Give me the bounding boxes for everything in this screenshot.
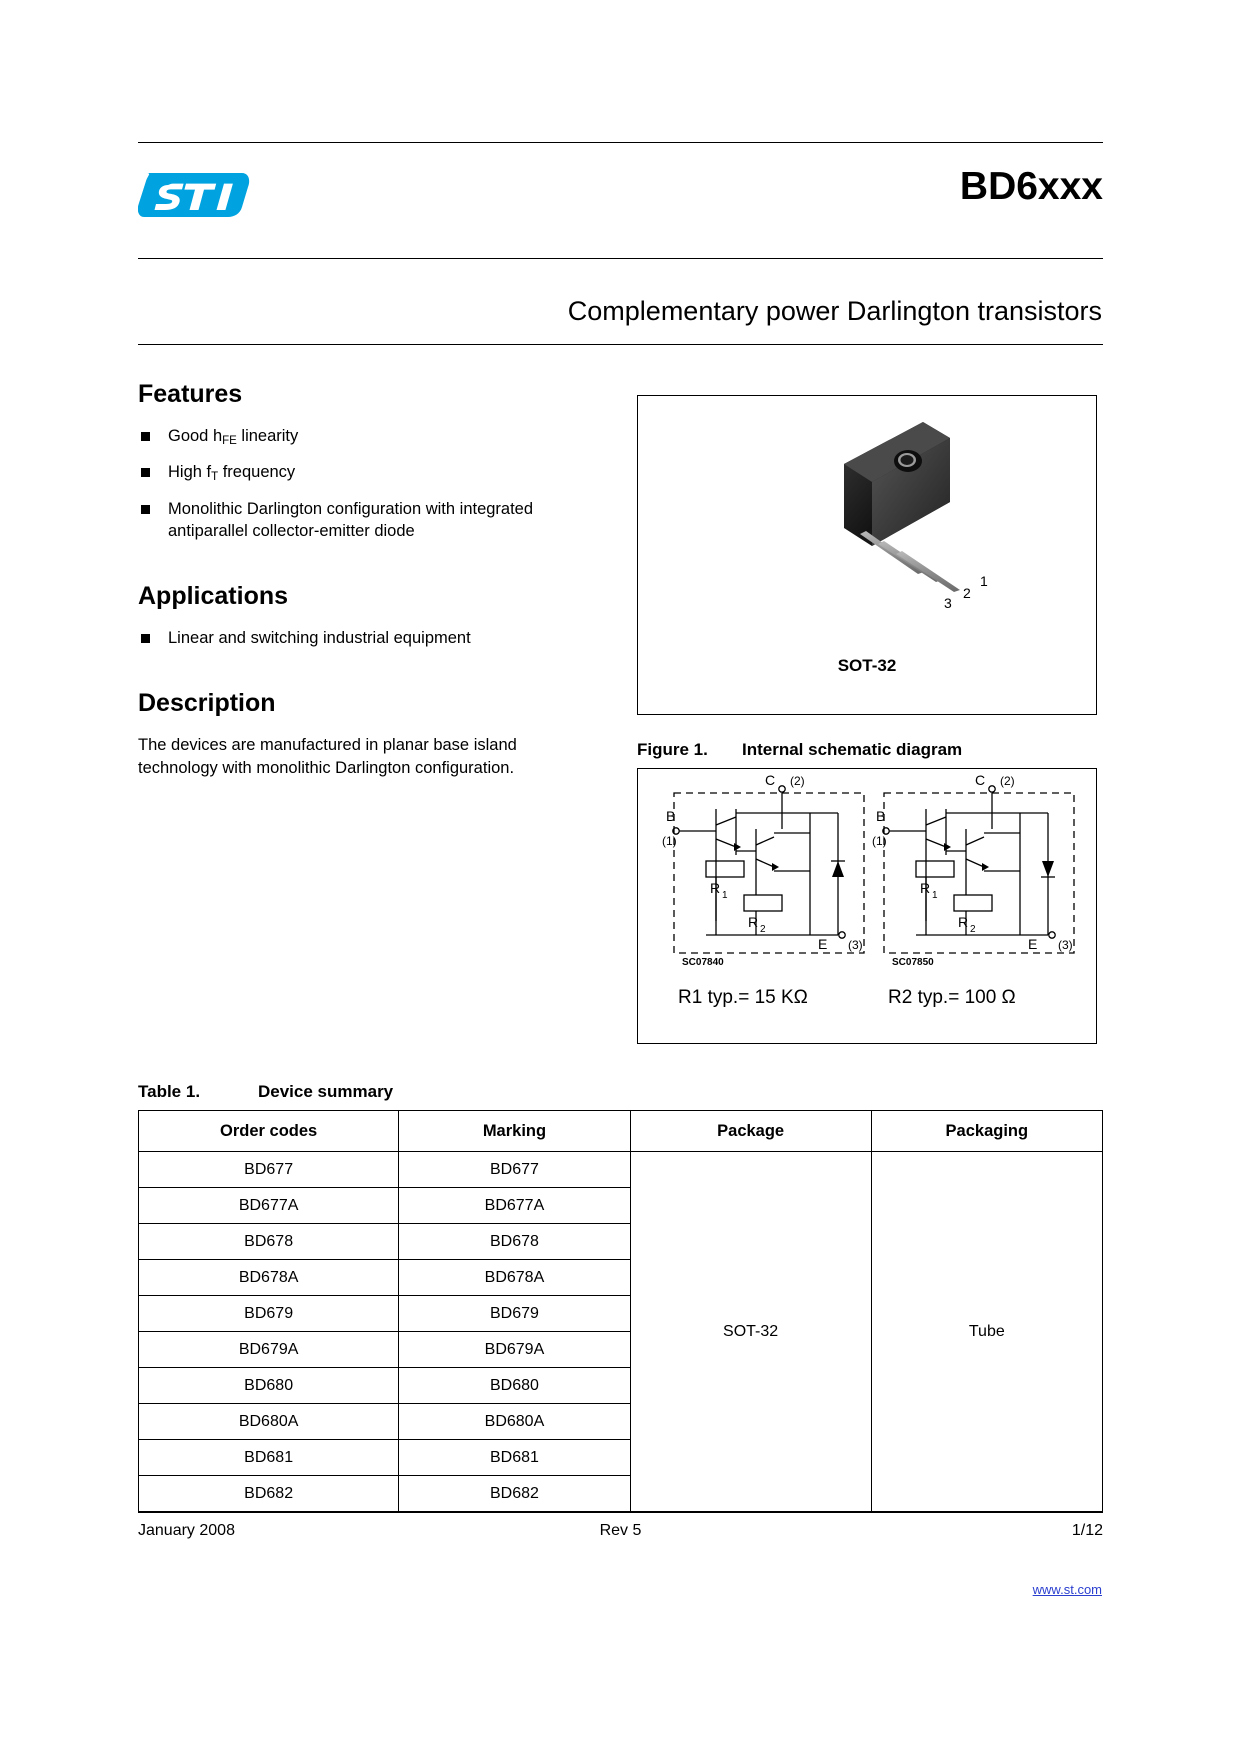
header-divider <box>138 258 1103 259</box>
cell-order-code: BD679A <box>139 1332 399 1368</box>
cell-marking: BD678 <box>399 1224 630 1260</box>
svg-text:E: E <box>818 936 828 952</box>
svg-text:2: 2 <box>760 924 766 935</box>
svg-text:R: R <box>958 914 969 930</box>
list-item <box>138 498 578 543</box>
svg-text:(3): (3) <box>848 938 863 952</box>
svg-text:R: R <box>748 914 759 930</box>
figure1-label: Figure 1. <box>637 740 708 759</box>
cell-order-code: BD679 <box>139 1296 399 1332</box>
feature-text-pre: High f <box>168 463 212 482</box>
page-header <box>138 142 1103 250</box>
svg-text:(2): (2) <box>790 774 805 788</box>
cell-marking: BD679A <box>399 1332 630 1368</box>
svg-text:1: 1 <box>980 573 988 589</box>
svg-text:B: B <box>666 808 676 824</box>
features-list <box>138 425 578 542</box>
page-title: BD6xxx <box>959 165 1103 208</box>
feature-text-pre: Monolithic Darlington configuration with integrated antiparallel collector-emitter diode <box>168 499 534 540</box>
feature-text-post: linearity <box>236 427 299 445</box>
svg-text:(1): (1) <box>662 834 677 848</box>
cell-order-code: BD680 <box>139 1368 399 1404</box>
table1-label: Table 1. <box>138 1082 201 1101</box>
left-column <box>138 380 578 779</box>
cell-order-code: BD680A <box>139 1404 399 1440</box>
features-heading: Features <box>138 380 243 408</box>
svg-text:B: B <box>876 808 886 824</box>
svg-text:(2): (2) <box>1000 774 1015 788</box>
svg-text:R: R <box>710 880 721 896</box>
svg-text:C: C <box>975 772 986 788</box>
svg-text:(1): (1) <box>872 834 887 848</box>
application-text: Linear and switching industrial equipment <box>168 629 471 648</box>
feature-text-sub: FE <box>222 435 237 447</box>
footer-divider <box>138 1512 1103 1513</box>
figure1-title: Internal schematic diagram <box>742 740 963 759</box>
cell-order-code: BD682 <box>139 1476 399 1512</box>
svg-text:2: 2 <box>963 585 971 601</box>
cell-order-code: BD678 <box>139 1224 399 1260</box>
table-header-row <box>139 1111 1103 1152</box>
feature-text-post: frequency <box>218 463 296 482</box>
table1-title: Device summary <box>258 1082 394 1101</box>
cell-marking: BD677 <box>399 1152 630 1188</box>
list-item <box>138 627 578 649</box>
svg-text:R: R <box>920 880 931 896</box>
cell-order-code: BD677A <box>139 1188 399 1224</box>
website-link[interactable]: www.st.com <box>1032 1582 1102 1597</box>
column-header-packaging: Packaging <box>871 1111 1102 1152</box>
internal-schematic-svg <box>638 769 1096 1043</box>
footer-page-number: 1/12 <box>1071 1522 1103 1539</box>
cell-marking: BD682 <box>399 1476 630 1512</box>
st-logo <box>138 161 253 223</box>
subtitle-divider <box>138 344 1103 345</box>
package-image-box <box>637 395 1097 715</box>
applications-list <box>138 627 578 649</box>
column-header-order-codes: Order codes <box>139 1111 399 1152</box>
sot32-package-drawing <box>748 416 1028 631</box>
cell-marking: BD680A <box>399 1404 630 1440</box>
device-summary-table <box>138 1110 1103 1512</box>
column-header-marking: Marking <box>399 1111 630 1152</box>
package-name-label: SOT-32 <box>837 656 897 675</box>
table1-caption <box>138 1082 393 1102</box>
svg-text:1: 1 <box>722 890 728 901</box>
figure1-note-left: R1 typ.= 15 KΩ <box>678 987 808 1008</box>
cell-order-code: BD677 <box>139 1152 399 1188</box>
feature-text-pre: Good h <box>168 427 223 445</box>
svg-text:E: E <box>1028 936 1038 952</box>
list-item <box>138 425 578 447</box>
table-row <box>139 1152 1103 1188</box>
cell-marking: BD680 <box>399 1368 630 1404</box>
list-item <box>138 461 578 483</box>
svg-text:1: 1 <box>932 890 938 901</box>
footer-revision: Rev 5 <box>599 1522 642 1539</box>
footer-date: January 2008 <box>138 1522 235 1539</box>
cell-marking: BD678A <box>399 1260 630 1296</box>
cell-order-code: BD678A <box>139 1260 399 1296</box>
svg-text:2: 2 <box>970 924 976 935</box>
svg-text:3: 3 <box>944 595 952 611</box>
column-header-package: Package <box>630 1111 871 1152</box>
document-subtitle: Complementary power Darlington transistors <box>567 296 1102 326</box>
description-text: The devices are manufactured in planar base island technology with monolithic Darlington configuration. <box>138 736 517 777</box>
cell-marking: BD677A <box>399 1188 630 1224</box>
cell-marking: BD681 <box>399 1440 630 1476</box>
applications-heading: Applications <box>138 582 289 611</box>
figure1-caption <box>637 740 962 760</box>
feature-text-sub: T <box>211 471 219 484</box>
figure1-note-right: R2 typ.= 100 Ω <box>888 987 1016 1008</box>
cell-order-code: BD681 <box>139 1440 399 1476</box>
cell-package: SOT-32 <box>630 1152 871 1512</box>
svg-text:SC07840: SC07840 <box>682 957 724 968</box>
cell-marking: BD679 <box>399 1296 630 1332</box>
cell-packaging: Tube <box>871 1152 1102 1512</box>
svg-text:SC07850: SC07850 <box>892 957 934 968</box>
figure1-box <box>637 768 1097 1044</box>
description-heading: Description <box>138 689 276 718</box>
svg-text:(3): (3) <box>1058 938 1073 952</box>
svg-text:C: C <box>765 772 776 788</box>
